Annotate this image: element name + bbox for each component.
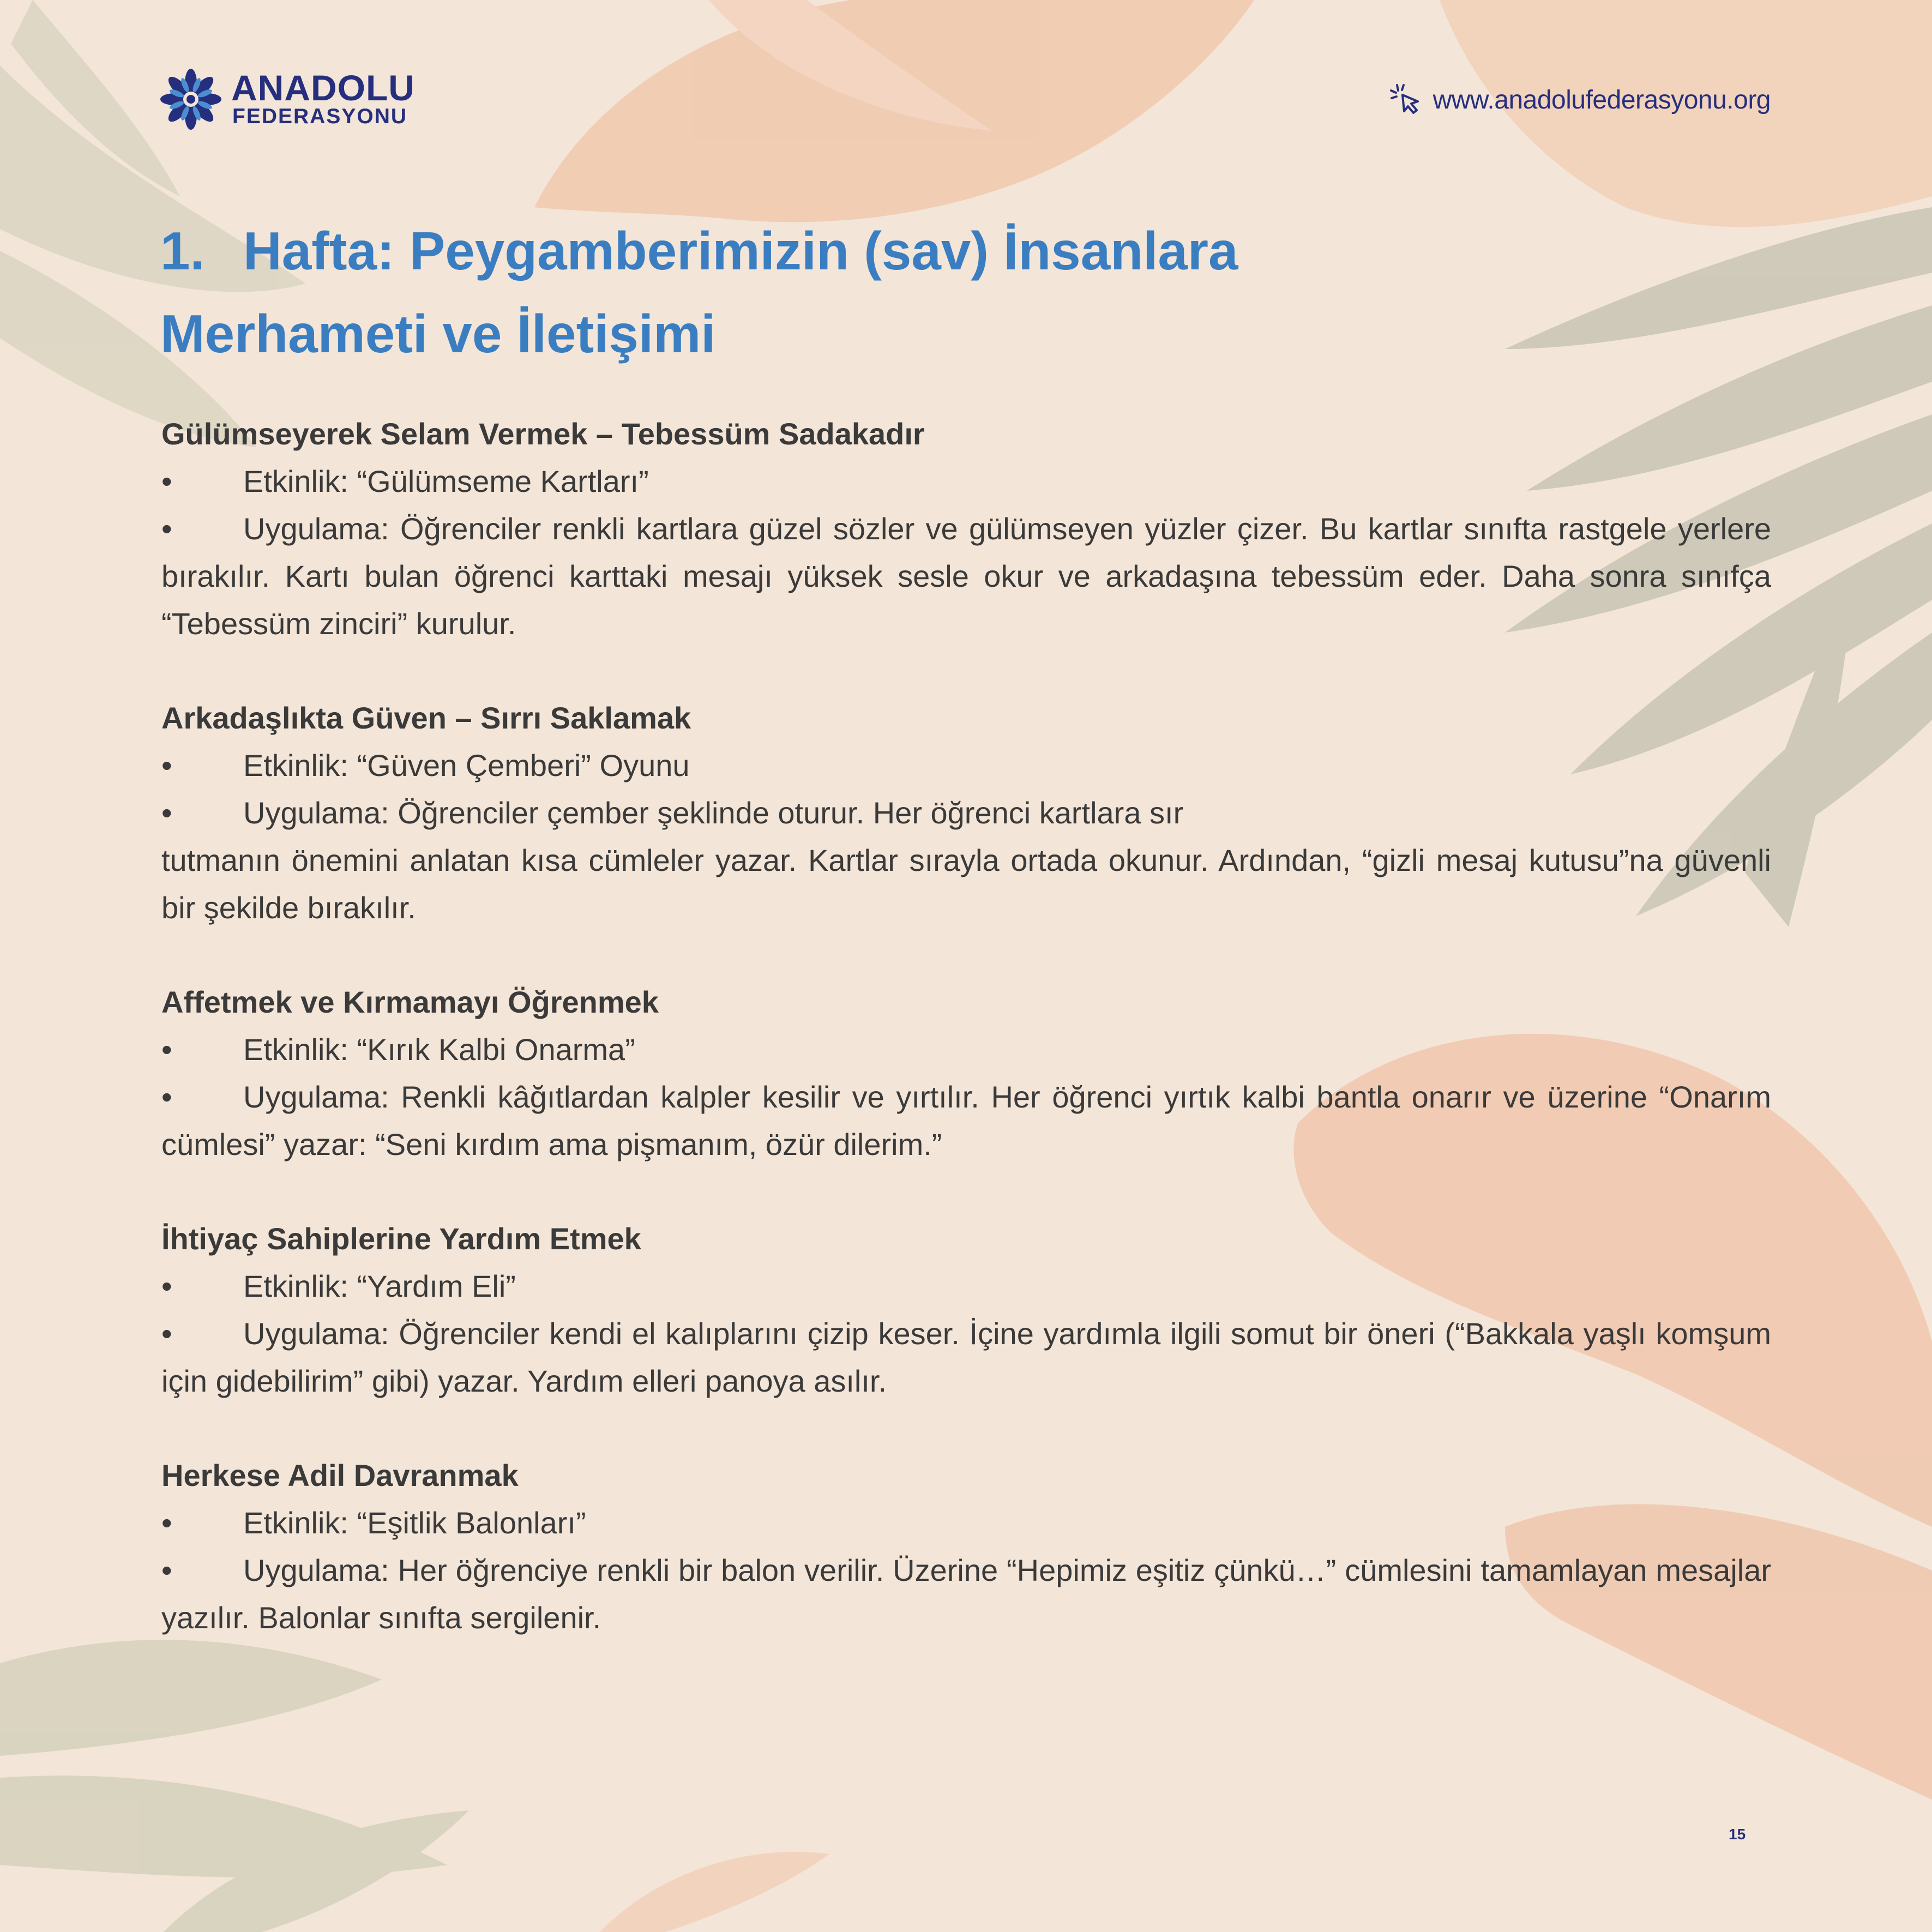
item-text: Uygulama: Öğrenciler çember şeklinde oturur. Her öğrenci kartlara sır (243, 796, 1184, 830)
bullet: • (161, 1269, 172, 1303)
page-title (160, 209, 1305, 375)
bullet: • (161, 464, 172, 498)
section-heading: Affetmek ve Kırmamayı Öğrenmek (161, 985, 659, 1019)
item-text: Etkinlik: “Kırık Kalbi Onarma” (243, 1032, 635, 1067)
bullet: • (161, 796, 172, 830)
section (161, 694, 1771, 931)
section-heading: Gülümseyerek Selam Vermek – Tebessüm Sadakadır (161, 417, 925, 451)
list-item-continuation (161, 836, 1771, 931)
bullet: • (161, 1032, 172, 1067)
item-text: Uygulama: Öğrenciler kendi el kalıplarını çizip keser. İçine yardımla ilgili somut bir öneri (“Bakkala yaşlı komşum için gidebilirim” gibi) yazar. Yardım elleri panoya asılır. (161, 1316, 1771, 1398)
section (161, 978, 1771, 1168)
section-heading: Herkese Adil Davranmak (161, 1458, 519, 1492)
cursor-click-icon (1389, 83, 1423, 117)
brand-logo[interactable] (160, 69, 422, 134)
list-item (161, 505, 1771, 647)
list-item (161, 1546, 1771, 1641)
list-item (161, 1026, 1771, 1073)
item-text: tutmanın önemini anlatan kısa cümleler yazar. Kartlar sırayla ortada okunur. Ardından, “gizli mesaj kutusu”na güvenli bir şekilde bırakılır. (161, 843, 1771, 925)
page-number: 15 (1729, 1826, 1746, 1843)
bullet: • (161, 1080, 172, 1114)
bullet: • (161, 1553, 172, 1587)
website-url: www.anadolufederasyonu.org (1433, 85, 1771, 115)
bullet: • (161, 1506, 172, 1540)
section (161, 1215, 1771, 1405)
page-title-line-1 (160, 209, 1305, 292)
title-line-1: Hafta: Peygamberimizin (sav) İnsanlara (243, 221, 1238, 281)
list-item (161, 458, 1771, 505)
item-text: Uygulama: Her öğrenciye renkli bir balon verilir. Üzerine “Hepimiz eşitiz çünkü…” cümlesini tamamlayan mesajlar yazılır. Balonlar sınıfta sergilenir. (161, 1553, 1771, 1635)
item-text: Etkinlik: “Eşitlik Balonları” (243, 1506, 586, 1540)
list-item (161, 742, 1771, 789)
content (161, 410, 1771, 1688)
item-text: Etkinlik: “Yardım Eli” (243, 1269, 516, 1303)
item-text: Uygulama: Renkli kâğıtlardan kalpler kesilir ve yırtılır. Her öğrenci yırtık kalbi bantla onarır ve üzerine “Onarım cümlesi” yazar: “Seni kırdım ama pişmanım, özür dilerim.” (161, 1080, 1771, 1161)
list-item (161, 1499, 1771, 1546)
section-heading: İhtiyaç Sahiplerine Yardım Etmek (161, 1221, 641, 1256)
list-item (161, 1073, 1771, 1168)
website-link[interactable] (1389, 81, 1771, 119)
list-item (161, 789, 1771, 836)
list-item (161, 1310, 1771, 1405)
bullet: • (161, 748, 172, 783)
logo-emblem-icon (160, 69, 221, 130)
section-heading: Arkadaşlıkta Güven – Sırrı Saklamak (161, 701, 691, 735)
logo-name: ANADOLU (231, 68, 415, 108)
section (161, 1452, 1771, 1641)
item-text: Etkinlik: “Güven Çemberi” Oyunu (243, 748, 690, 783)
section (161, 410, 1771, 647)
list-item (161, 1262, 1771, 1310)
title-number: 1. (160, 221, 205, 281)
item-text: Etkinlik: “Gülümseme Kartları” (243, 464, 649, 498)
bullet: • (161, 511, 172, 546)
item-text: Uygulama: Öğrenciler renkli kartlara güzel sözler ve gülümseyen yüzler çizer. Bu kartlar sınıfta rastgele yerlere bırakılır. Kartı bulan öğrenci karttaki mesajı yüksek sesle okur ve arkadaşına tebessüm eder. Daha sonra sınıfça “Tebessüm zinciri” kurulur. (161, 511, 1771, 641)
logo-subtitle: FEDERASYONU (232, 105, 408, 128)
title-line-2: Merhameti ve İletişimi (160, 304, 716, 364)
bullet: • (161, 1316, 172, 1351)
